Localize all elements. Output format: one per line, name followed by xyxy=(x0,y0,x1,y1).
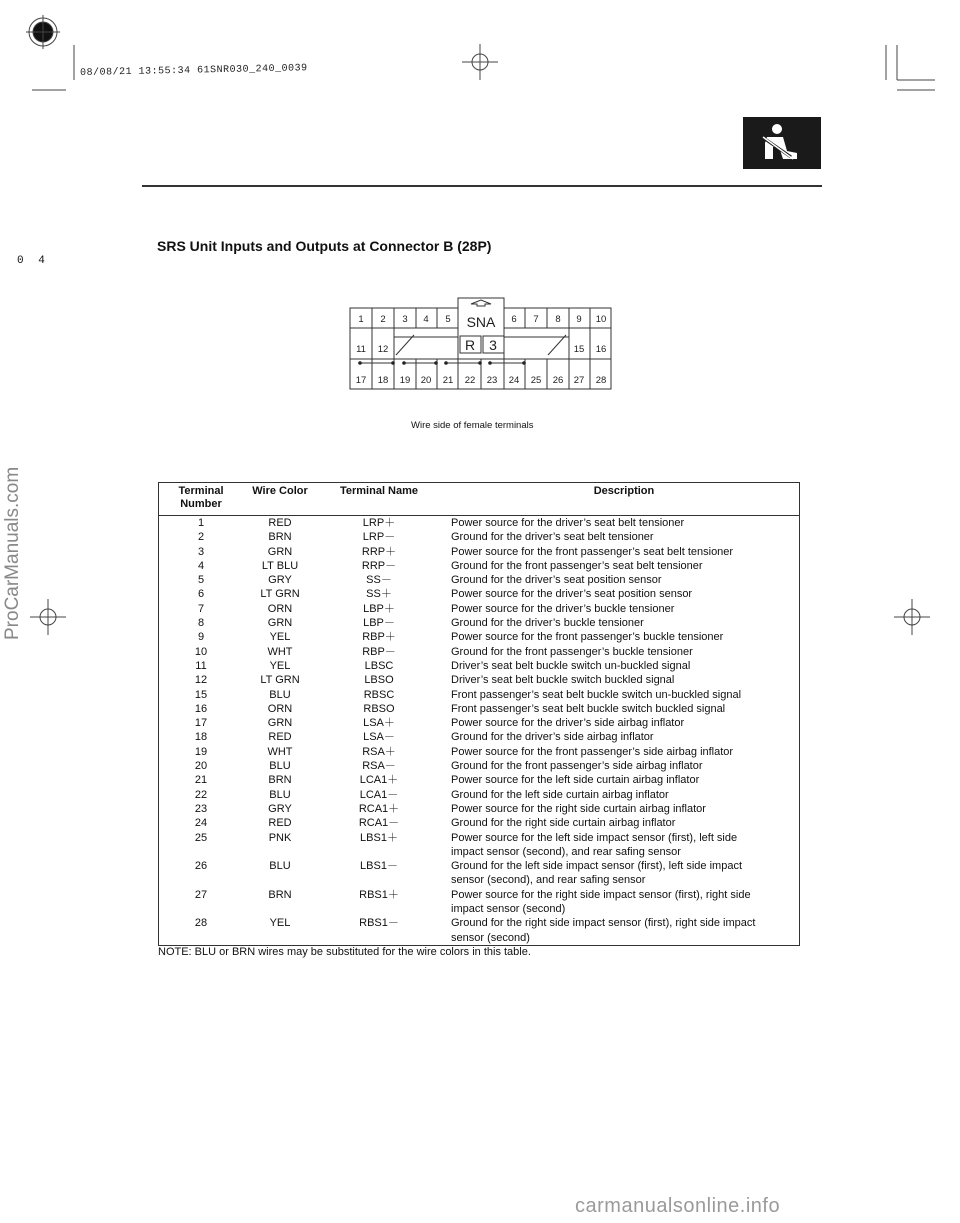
table-row xyxy=(159,516,800,531)
description-line: Power source for the right side curtain airbag inflator xyxy=(451,802,706,815)
terminal-name-cell: LRP＋ xyxy=(362,517,396,529)
page-number: 0 4 xyxy=(17,255,49,267)
description-cell xyxy=(441,859,800,888)
table-row xyxy=(159,888,800,917)
pin-label: 17 xyxy=(355,375,367,386)
wire-color-cell: LT GRN xyxy=(260,588,300,601)
connector-center-label: SNA xyxy=(466,314,496,330)
terminal-table-body xyxy=(159,516,800,946)
table-row xyxy=(159,859,800,888)
pin-label: 8 xyxy=(555,314,561,325)
terminal-number-cell: 9 xyxy=(197,631,205,644)
terminal-name-cell: RBSC xyxy=(363,688,395,701)
description-line: Ground for the right side curtain airbag inflator xyxy=(451,817,676,830)
pin-label: 6 xyxy=(511,314,517,325)
terminal-number-cell: 10 xyxy=(194,645,208,658)
description-cell xyxy=(441,788,800,802)
wire-color-cell: RED xyxy=(268,731,292,744)
pin-label: 28 xyxy=(595,375,607,386)
terminal-number-cell: 11 xyxy=(195,659,207,672)
terminal-number-cell: 12 xyxy=(194,674,208,687)
pin-label: 10 xyxy=(595,314,607,325)
pin-label: 22 xyxy=(464,375,476,386)
table-row xyxy=(159,673,800,687)
wire-color-cell: RED xyxy=(268,817,292,830)
description-line: Power source for the driver’s seat position sensor xyxy=(451,588,693,601)
pin-label: 21 xyxy=(442,375,454,386)
pin-label: 20 xyxy=(420,375,432,386)
wire-color-cell: GRY xyxy=(268,802,292,815)
table-row xyxy=(159,816,800,830)
terminal-name-cell: RBP＋ xyxy=(362,631,396,644)
description-cell xyxy=(441,888,800,917)
description-cell xyxy=(441,759,800,773)
terminal-number-cell: 21 xyxy=(194,774,208,787)
table-row xyxy=(159,659,800,673)
terminal-name-cell: RCA1＋ xyxy=(358,802,400,815)
terminal-number-cell: 8 xyxy=(197,617,205,630)
description-line: Power source for the driver’s side airbag inflator xyxy=(451,717,685,730)
description-cell xyxy=(441,816,800,830)
pin-label: 1 xyxy=(358,314,364,325)
terminal-name-cell: RBP－ xyxy=(362,645,396,658)
description-line: Ground for the driver’s buckle tensioner xyxy=(451,617,644,630)
wire-color-cell: GRY xyxy=(268,574,292,587)
description-line: Power source for the left side impact sensor (first), left side xyxy=(451,831,738,844)
terminal-name-cell: LBP－ xyxy=(363,617,395,630)
pin-label: 7 xyxy=(533,314,539,325)
description-line: Power source for the front passenger’s side airbag inflator xyxy=(451,745,734,758)
pin-label: 4 xyxy=(423,314,429,325)
description-line: Power source for the driver’s buckle tensioner xyxy=(451,602,675,615)
header-description: Description xyxy=(441,483,800,516)
description-line: Power source for the front passenger’s seat belt tensioner xyxy=(451,545,734,558)
pin-label: 9 xyxy=(576,314,582,325)
header-terminal-number: Terminal Number xyxy=(159,483,244,516)
srs-section-badge xyxy=(743,117,821,169)
terminal-number-cell: 27 xyxy=(194,888,208,901)
terminal-name-cell: LCA1＋ xyxy=(359,774,399,787)
pin-label: 26 xyxy=(552,375,564,386)
wire-color-cell: BRN xyxy=(268,888,292,901)
terminal-number-cell: 17 xyxy=(194,717,208,730)
pin-label: 19 xyxy=(399,375,411,386)
terminal-name-cell: SS＋ xyxy=(366,588,392,601)
terminal-name-cell: RRP＋ xyxy=(361,545,397,558)
terminal-number-cell: 6 xyxy=(197,588,205,601)
description-cell xyxy=(441,559,800,573)
wire-color-cell: LT GRN xyxy=(260,674,300,687)
terminal-name-cell: LBSO xyxy=(364,674,394,687)
pin-label: 23 xyxy=(486,375,498,386)
description-cell xyxy=(441,745,800,759)
description-cell xyxy=(441,716,800,730)
terminal-number-cell: 22 xyxy=(194,788,208,801)
wire-color-cell: GRN xyxy=(267,545,293,558)
description-line: Ground for the front passenger’s seat belt tensioner xyxy=(451,559,703,572)
seatbelt-icon xyxy=(743,117,821,169)
wire-color-cell: RED xyxy=(268,517,292,529)
wire-color-cell: ORN xyxy=(267,602,293,615)
table-note: NOTE: BLU or BRN wires may be substituted for the wire colors in this table. xyxy=(158,946,531,958)
pin-label: 12 xyxy=(377,344,389,355)
description-line: Ground for the driver’s seat position sensor xyxy=(451,574,662,587)
terminal-name-cell: RBS1－ xyxy=(359,917,399,930)
pin-label: 24 xyxy=(508,375,520,386)
description-line: Front passenger’s seat belt buckle switch buckled signal xyxy=(451,702,726,715)
wire-color-cell: BLU xyxy=(269,860,291,873)
terminal-name-cell: LSA＋ xyxy=(363,717,395,730)
page-title: SRS Unit Inputs and Outputs at Connector B (28P) xyxy=(157,238,492,254)
description-cell xyxy=(441,659,800,673)
table-row xyxy=(159,630,800,644)
terminal-number-cell: 7 xyxy=(197,602,205,615)
terminal-name-cell: RBS1＋ xyxy=(359,888,399,901)
wire-color-cell: YEL xyxy=(269,659,291,672)
description-continuation: sensor (second), and rear safing sensor xyxy=(451,874,646,887)
terminal-number-cell: 26 xyxy=(194,860,208,873)
description-line: Ground for the driver’s seat belt tensioner xyxy=(451,531,654,544)
description-line: Ground for the front passenger’s side airbag inflator xyxy=(451,760,703,773)
print-stamp: 08/08/21 13:55:34 61SNR030_240_0039 xyxy=(80,63,308,79)
table-row xyxy=(159,745,800,759)
description-cell xyxy=(441,831,800,860)
wire-color-cell: YEL xyxy=(269,917,291,930)
description-cell xyxy=(441,730,800,744)
table-row xyxy=(159,916,800,945)
table-row xyxy=(159,545,800,559)
description-cell xyxy=(441,802,800,816)
wire-color-cell: GRN xyxy=(267,617,293,630)
connector-code-3: 3 xyxy=(489,337,497,353)
terminal-number-cell: 25 xyxy=(194,831,208,844)
pin-label: 16 xyxy=(595,344,607,355)
terminal-name-cell: RSA－ xyxy=(362,760,396,773)
terminal-name-cell: LBSC xyxy=(364,659,394,672)
terminal-number-cell: 18 xyxy=(194,731,208,744)
terminal-name-cell: LRP－ xyxy=(362,531,396,544)
terminal-number-cell: 28 xyxy=(194,917,208,930)
description-cell xyxy=(441,688,800,702)
wire-color-cell: GRN xyxy=(267,717,293,730)
wire-color-cell: BRN xyxy=(268,774,292,787)
terminal-name-cell: LBS1－ xyxy=(360,860,398,873)
description-cell xyxy=(441,702,800,716)
description-line: Driver’s seat belt buckle switch un-buckled signal xyxy=(451,659,691,672)
wire-color-cell: BLU xyxy=(269,688,291,701)
wire-color-cell: BLU xyxy=(269,788,291,801)
terminal-name-cell: LBP＋ xyxy=(363,602,395,615)
connector-caption: Wire side of female terminals xyxy=(411,420,534,431)
description-cell xyxy=(441,602,800,616)
description-cell xyxy=(441,616,800,630)
description-line: Ground for the right side impact sensor (first), right side impact xyxy=(451,917,756,930)
side-watermark: ProCarManuals.com xyxy=(2,466,23,640)
table-row xyxy=(159,688,800,702)
description-line: Power source for the left side curtain airbag inflator xyxy=(451,774,700,787)
table-row xyxy=(159,831,800,860)
table-row xyxy=(159,773,800,787)
pin-label: 18 xyxy=(377,375,389,386)
description-cell xyxy=(441,530,800,544)
table-row xyxy=(159,587,800,601)
header-rule xyxy=(142,185,822,187)
header-terminal-name: Terminal Name xyxy=(317,483,441,516)
header-wire-color: Wire Color xyxy=(243,483,317,516)
table-row xyxy=(159,716,800,730)
description-continuation: impact sensor (second), and rear safing sensor xyxy=(451,845,681,858)
terminal-number-cell: 20 xyxy=(194,760,208,773)
description-line: Power source for the driver’s seat belt tensioner xyxy=(451,517,685,529)
description-line: Driver’s seat belt buckle switch buckled signal xyxy=(451,674,675,687)
pin-label: 5 xyxy=(445,314,451,325)
table-row xyxy=(159,530,800,544)
wire-color-cell: PNK xyxy=(268,831,292,844)
terminal-number-cell: 15 xyxy=(194,688,208,701)
table-row xyxy=(159,802,800,816)
description-cell xyxy=(441,916,800,945)
terminal-number-cell: 24 xyxy=(194,817,208,830)
table-row xyxy=(159,616,800,630)
pin-label: 25 xyxy=(530,375,542,386)
description-line: Ground for the front passenger’s buckle tensioner xyxy=(451,645,693,658)
terminal-name-cell: LSA－ xyxy=(363,731,395,744)
wire-color-cell: YEL xyxy=(269,631,291,644)
description-line: Front passenger’s seat belt buckle switch un-buckled signal xyxy=(451,688,742,701)
table-row xyxy=(159,730,800,744)
table-row xyxy=(159,559,800,573)
description-cell xyxy=(441,516,800,531)
terminal-number-cell: 5 xyxy=(197,574,205,587)
table-row xyxy=(159,573,800,587)
terminal-number-cell: 2 xyxy=(197,531,205,544)
description-line: Ground for the driver’s side airbag inflator xyxy=(451,731,654,744)
footer-watermark: carmanualsonline.info xyxy=(575,1195,781,1217)
terminal-number-cell: 3 xyxy=(197,545,205,558)
pin-label: 27 xyxy=(573,375,585,386)
terminal-number-cell: 1 xyxy=(197,517,205,529)
table-row xyxy=(159,788,800,802)
wire-color-cell: WHT xyxy=(267,745,293,758)
pin-label: 3 xyxy=(402,314,408,325)
terminal-name-cell: SS－ xyxy=(366,574,392,587)
description-cell xyxy=(441,630,800,644)
connector-diagram xyxy=(348,297,618,393)
terminal-name-cell: RBSO xyxy=(363,702,395,715)
terminal-number-cell: 19 xyxy=(194,745,208,758)
wire-color-cell: LT BLU xyxy=(261,559,299,572)
description-line: Power source for the front passenger’s buckle tensioner xyxy=(451,631,724,644)
terminal-number-cell: 4 xyxy=(197,559,205,572)
description-line: Power source for the right side impact sensor (first), right side xyxy=(451,888,751,901)
description-line: Ground for the left side impact sensor (first), left side impact xyxy=(451,860,743,873)
wire-color-cell: ORN xyxy=(267,702,293,715)
description-cell xyxy=(441,645,800,659)
table-row xyxy=(159,602,800,616)
description-line: Ground for the left side curtain airbag inflator xyxy=(451,788,669,801)
terminal-table xyxy=(158,482,800,946)
connector-code-r: R xyxy=(464,337,476,353)
pin-label: 15 xyxy=(573,344,585,355)
terminal-number-cell: 23 xyxy=(194,802,208,815)
pin-label: 11 xyxy=(356,344,366,355)
pin-label: 2 xyxy=(380,314,386,325)
table-row xyxy=(159,702,800,716)
description-cell xyxy=(441,573,800,587)
terminal-name-cell: RRP－ xyxy=(361,559,397,572)
description-cell xyxy=(441,773,800,787)
terminal-name-cell: RSA＋ xyxy=(362,745,396,758)
description-continuation: sensor (second) xyxy=(451,931,530,944)
description-cell xyxy=(441,587,800,601)
description-continuation: impact sensor (second) xyxy=(451,903,566,916)
terminal-name-cell: RCA1－ xyxy=(358,817,400,830)
description-cell xyxy=(441,673,800,687)
terminal-name-cell: LBS1＋ xyxy=(360,831,398,844)
terminal-name-cell: LCA1－ xyxy=(359,788,399,801)
table-row xyxy=(159,645,800,659)
table-row xyxy=(159,759,800,773)
wire-color-cell: BLU xyxy=(269,760,291,773)
terminal-number-cell: 16 xyxy=(194,702,208,715)
wire-color-cell: BRN xyxy=(268,531,292,544)
wire-color-cell: WHT xyxy=(267,645,293,658)
description-cell xyxy=(441,545,800,559)
